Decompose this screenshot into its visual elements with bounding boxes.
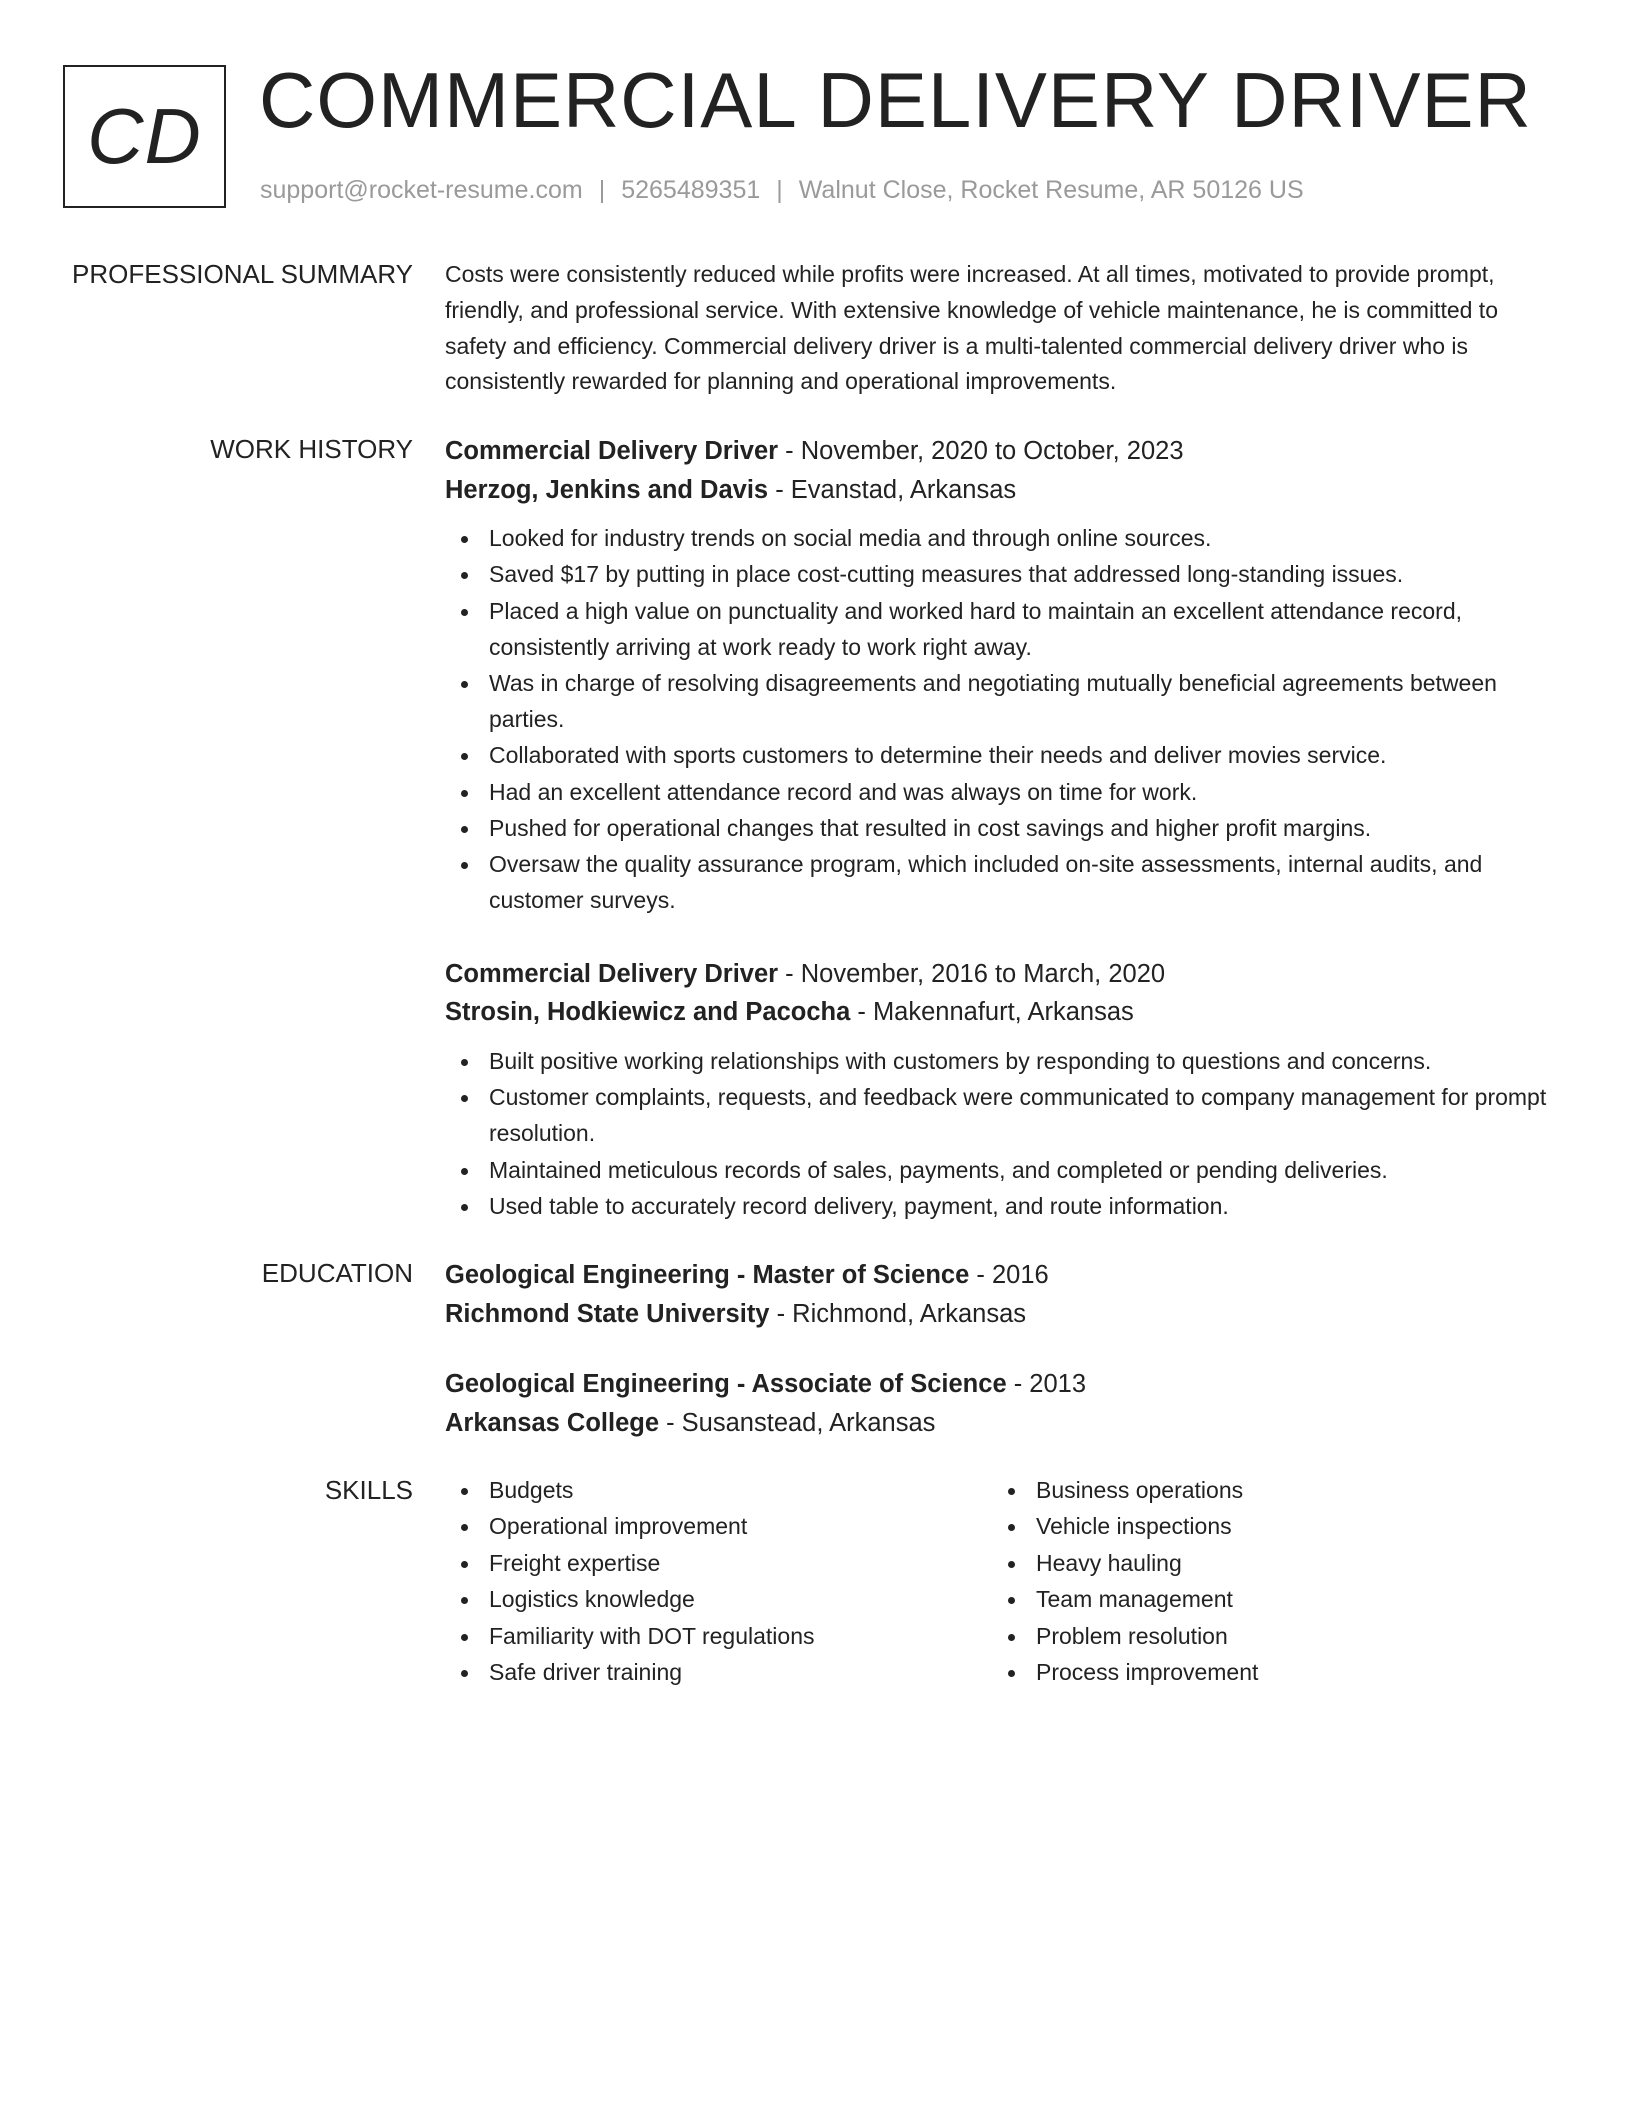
- summary-text: Costs were consistently reduced while profits were increased. At all times, motivated to provide prompt, friendly, and professional service. With extensive knowledge of vehicle maintenance, he is committed to safety and efficiency. Commercial delivery driver is a multi-talented commercial delivery driver who is consistently rewarded for planning and operational improvements.: [445, 261, 1498, 395]
- job-location: - Evanstad, Arkansas: [768, 475, 1017, 504]
- job-bullet: Pushed for operational changes that resulted in cost savings and higher profit margins.: [445, 811, 1560, 847]
- contact-separator: |: [598, 176, 606, 204]
- skill-item: Logistics knowledge: [445, 1582, 992, 1618]
- contact-phone: 5265489351: [621, 176, 761, 204]
- school: Arkansas College: [445, 1408, 660, 1437]
- degree: Geological Engineering - Master of Science: [445, 1261, 970, 1289]
- degree-line: [445, 1365, 1560, 1404]
- section-title-education: EDUCATION: [261, 1258, 413, 1288]
- skill-item: Heavy hauling: [992, 1546, 1539, 1582]
- school-line: [445, 1404, 1560, 1443]
- job-company: Strosin, Hodkiewicz and Pacocha: [445, 998, 851, 1027]
- job-dates: - November, 2016 to March, 2020: [778, 959, 1166, 988]
- job-role: Commercial Delivery Driver: [445, 437, 779, 465]
- skill-item: Budgets: [445, 1473, 992, 1509]
- skill-item: Team management: [992, 1582, 1539, 1618]
- contact-address: Walnut Close, Rocket Resume, AR 50126 US: [798, 176, 1304, 204]
- skill-item: Operational improvement: [445, 1509, 992, 1545]
- degree: Geological Engineering - Associate of Science: [445, 1370, 1007, 1398]
- section-title-work-history: WORK HISTORY: [210, 434, 413, 464]
- job-location: - Makennafurt, Arkansas: [850, 998, 1134, 1027]
- monogram-badge: [63, 65, 226, 208]
- monogram-text: CD: [87, 92, 202, 180]
- candidate-title: COMMERCIAL DELIVERY DRIVER: [259, 56, 1532, 144]
- school-location: - Susanstead, Arkansas: [659, 1408, 936, 1437]
- job-bullet: Saved $17 by putting in place cost-cutting measures that addressed long-standing issues.: [445, 557, 1560, 593]
- education-body: [445, 1256, 1560, 1442]
- contact-email: support@rocket-resume.com: [260, 176, 583, 204]
- job-bullet: Oversaw the quality assurance program, which included on-site assessments, internal audits, and customer surveys.: [445, 847, 1560, 919]
- school-location: - Richmond, Arkansas: [769, 1299, 1027, 1328]
- job-bullet: Maintained meticulous records of sales, payments, and completed or pending deliveries.: [445, 1153, 1560, 1189]
- skill-item: Process improvement: [992, 1655, 1539, 1691]
- job-entry: [445, 955, 1560, 1225]
- job-bullets: [445, 521, 1560, 919]
- section-title-summary: PROFESSIONAL SUMMARY: [72, 259, 413, 289]
- skill-item: Problem resolution: [992, 1619, 1539, 1655]
- skills-column-right: [992, 1473, 1539, 1691]
- job-company-line: [445, 993, 1560, 1032]
- skills-list: [445, 1473, 992, 1691]
- job-company: Herzog, Jenkins and Davis: [445, 475, 769, 504]
- job-role-line: [445, 432, 1560, 471]
- skills-grid: [445, 1473, 1560, 1691]
- job-bullet: Collaborated with sports customers to determine their needs and deliver movies service.: [445, 738, 1560, 774]
- contact-separator: |: [776, 176, 783, 204]
- skills-column-left: [445, 1473, 992, 1691]
- job-bullet: Customer complaints, requests, and feedback were communicated to company management for prompt resolution.: [445, 1080, 1560, 1152]
- skill-item: Familiarity with DOT regulations: [445, 1619, 992, 1655]
- skill-item: Vehicle inspections: [992, 1509, 1539, 1545]
- school-line: [445, 1295, 1560, 1334]
- skill-item: Business operations: [992, 1473, 1539, 1509]
- degree-year: - 2013: [1006, 1370, 1087, 1398]
- job-bullets: [445, 1044, 1560, 1225]
- job-entry: [445, 432, 1560, 919]
- section-title-skills: SKILLS: [324, 1475, 413, 1505]
- job-role-line: [445, 955, 1560, 994]
- education-entry: [445, 1256, 1560, 1333]
- school: Richmond State University: [445, 1299, 770, 1328]
- degree-year: - 2016: [969, 1261, 1049, 1289]
- skills-body: [445, 1473, 1560, 1691]
- degree-line: [445, 1256, 1560, 1295]
- skill-item: Freight expertise: [445, 1546, 992, 1582]
- job-bullet: Used table to accurately record delivery, payment, and route information.: [445, 1189, 1560, 1225]
- job-bullet: Looked for industry trends on social media and through online sources.: [445, 521, 1560, 557]
- skills-list: [992, 1473, 1539, 1691]
- job-company-line: [445, 471, 1560, 510]
- contact-line: [260, 176, 1304, 205]
- job-role: Commercial Delivery Driver: [445, 959, 779, 988]
- work-history-body: [445, 432, 1560, 1225]
- job-bullet: Was in charge of resolving disagreements and negotiating mutually beneficial agreements between parties.: [445, 666, 1560, 738]
- education-entry: [445, 1365, 1560, 1442]
- job-bullet: Placed a high value on punctuality and worked hard to maintain an excellent attendance record, consistently arriving at work ready to work right away.: [445, 594, 1560, 666]
- skill-item: Safe driver training: [445, 1655, 992, 1691]
- job-bullet: Built positive working relationships with customers by responding to questions and concerns.: [445, 1044, 1560, 1080]
- job-dates: - November, 2020 to October, 2023: [778, 437, 1184, 465]
- summary-body: [445, 257, 1560, 400]
- job-bullet: Had an excellent attendance record and was always on time for work.: [445, 775, 1560, 811]
